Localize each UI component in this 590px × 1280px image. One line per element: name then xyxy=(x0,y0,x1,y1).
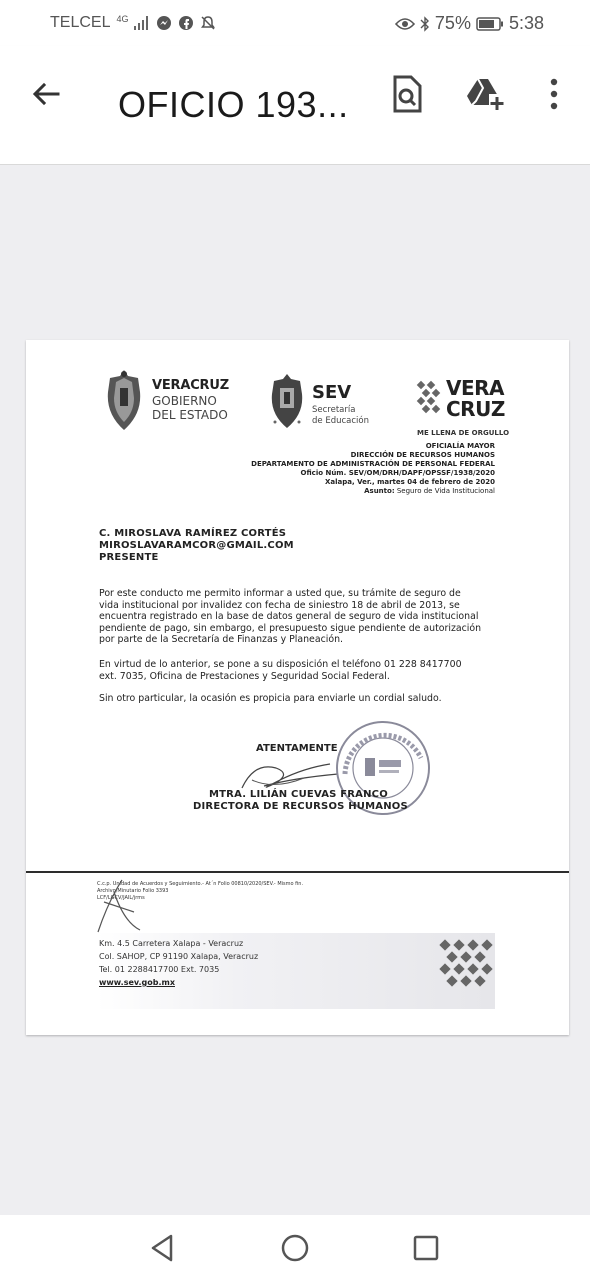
battery-icon xyxy=(476,17,504,31)
logo-veracruz-line2: GOBIERNO xyxy=(152,394,217,408)
bluetooth-icon xyxy=(420,16,430,32)
body-paragraph-2 xyxy=(99,659,499,682)
veracruz-coat-of-arms-icon xyxy=(104,368,144,434)
system-navigation-bar xyxy=(0,1215,590,1280)
office-line2: DIRECCIÓN DE RECURSOS HUMANOS xyxy=(350,451,495,459)
signer-name: MTRA. LILIÁN CUEVAS FRANCO xyxy=(209,789,388,800)
office-number: Oficio Núm. SEV/OM/DRH/DAPF/OPSSF/1938/2020 xyxy=(300,469,495,477)
document-viewer[interactable] xyxy=(0,165,590,1215)
body-p1-line1: Por este conducto me permito informar a usted que, su trámite de seguro de xyxy=(99,588,461,599)
footer-address-line1: Km. 4.5 Carretera Xalapa - Veracruz xyxy=(99,939,244,948)
logo-veracruz-line1: VERACRUZ xyxy=(152,378,229,393)
body-p2-line1: En virtud de lo anterior, se pone a su disposición el teléfono 01 228 8417700 xyxy=(99,659,462,670)
network-badge: 4G xyxy=(116,13,129,24)
logo-vera-tagline: ME LLENA DE ORGULLO xyxy=(417,429,510,437)
office-line1: OFICIALÍA MAYOR xyxy=(425,442,495,450)
back-arrow-icon[interactable] xyxy=(28,76,64,112)
recents-square-icon[interactable] xyxy=(409,1231,443,1265)
footer-pattern-logo-icon xyxy=(438,938,494,990)
logo-veracruz-line3: DEL ESTADO xyxy=(152,408,228,422)
logo-vera-line1: VERA xyxy=(446,376,505,400)
status-right xyxy=(395,13,544,34)
logo-sev-line1: Secretaría xyxy=(312,405,356,415)
body-p1-line5: por parte de la Secretaría de Finanzas y Planeación. xyxy=(99,634,343,645)
body-paragraph-3: Sin otro particular, la ocasión es propicia para enviarle un cordial saludo. xyxy=(99,693,442,704)
logo-sev-line2: de Educación xyxy=(312,416,369,426)
signal-icon xyxy=(134,16,150,30)
body-p1-line4: pendiente de pago, sin embargo, el presupuesto sigue pendiente de autorización xyxy=(99,622,482,634)
recipient-email: MIROSLAVARAMCOR@GMAIL.COM xyxy=(99,540,294,551)
initials-scribble-icon xyxy=(94,872,144,936)
subject-value: Seguro de Vida Institucional xyxy=(396,487,495,495)
carrier-label: TELCEL xyxy=(50,14,111,31)
body-p1-line3: encuentra registrado en la base de datos general de seguro de vida institucional xyxy=(99,611,479,622)
cc-line3: LCF/LGCV/JAIL/jrms xyxy=(97,895,145,901)
office-line3: DEPARTAMENTO DE ADMINISTRACIÓN DE PERSONAL FEDERAL xyxy=(251,460,495,468)
drive-add-icon[interactable] xyxy=(465,74,505,114)
status-left xyxy=(50,14,216,32)
back-triangle-icon[interactable] xyxy=(146,1231,180,1265)
recipient-presente: PRESENTE xyxy=(99,552,159,563)
search-document-icon[interactable] xyxy=(387,74,427,114)
closing-atentamente: ATENTAMENTE xyxy=(256,743,338,754)
subject-label: Asunto: xyxy=(364,487,395,495)
clock: 5:38 xyxy=(508,13,544,33)
notifications-off-icon xyxy=(200,15,216,31)
document-page xyxy=(26,340,569,1035)
logo-vera-line2: CRUZ xyxy=(446,397,505,421)
status-bar xyxy=(0,0,590,46)
footer-website-link[interactable]: www.sev.gob.mx xyxy=(99,978,175,987)
facebook-icon xyxy=(178,15,194,31)
signer-position: DIRECTORA DE RECURSOS HUMANOS xyxy=(193,801,408,812)
cc-line2: Archivo/Minutario Folio 3393 xyxy=(97,888,169,894)
cc-line1: C.c.p. Unidad de Acuerdos y Seguimiento.- At´n Folio 00810/2020/SEV.- Mismo fin. xyxy=(97,881,304,887)
body-paragraph-1 xyxy=(99,588,499,646)
body-p2-line2: ext. 7035, Oficina de Prestaciones y Seguridad Social Federal. xyxy=(99,670,390,682)
body-p1-line2: vida institucional por invalidez con fecha de siniestro 18 de abril de 2013, se xyxy=(99,599,460,611)
battery-percent: 75% xyxy=(434,13,471,33)
page-bottom-edge xyxy=(26,871,569,873)
app-toolbar xyxy=(0,46,590,165)
veracruz-pattern-logo-icon xyxy=(416,380,444,420)
eye-icon xyxy=(395,17,415,31)
logo-sev-title: SEV xyxy=(312,382,352,403)
sev-emblem-icon xyxy=(269,372,305,432)
footer-phone: Tel. 01 2288417700 Ext. 7035 xyxy=(99,965,220,974)
more-vert-icon[interactable] xyxy=(534,74,574,114)
recipient-name: C. MIROSLAVA RAMÍREZ CORTÉS xyxy=(99,528,287,539)
document-title: OFICIO 193... xyxy=(118,84,349,125)
messenger-icon xyxy=(156,15,172,31)
office-subject xyxy=(364,487,495,495)
office-date: Xalapa, Ver., martes 04 de febrero de 2020 xyxy=(325,478,495,486)
footer-address-line2: Col. SAHOP, CP 91190 Xalapa, Veracruz xyxy=(99,952,259,961)
home-circle-icon[interactable] xyxy=(278,1231,312,1265)
